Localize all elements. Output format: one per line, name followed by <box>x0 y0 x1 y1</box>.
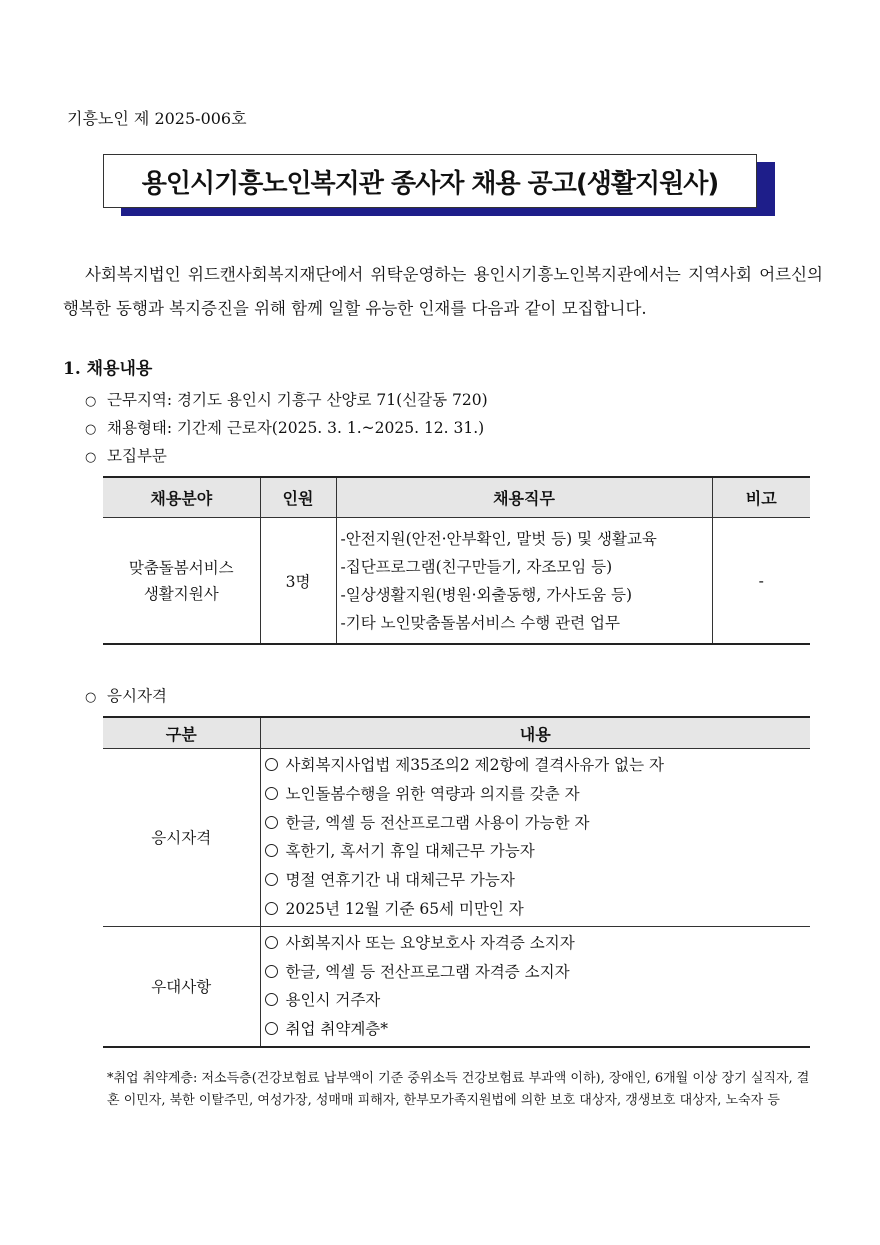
header-note: 비고 <box>712 477 810 518</box>
duty-item: -기타 노인맞춤돌봄서비스 수행 관련 업무 <box>340 613 620 632</box>
duty-item: -일상생활지원(병원·외출동행, 가사도움 등) <box>340 585 633 604</box>
intro-text: 사회복지법인 위드캔사회복지재단에서 위탁운영하는 용인시기흥노인복지관에서는 지역사회 어르신의 행복한 동행과 복지증진을 위해 함께 일할 유능한 인재를 다음과 같이 모집합니다. <box>63 265 823 318</box>
page-title: 용인시기흥노인복지관 종사자 채용 공고(생활지원사) <box>103 154 757 208</box>
circle-icon <box>265 936 278 949</box>
cell-qual-label: 응시자격 <box>103 749 260 927</box>
header-content: 내용 <box>260 717 810 749</box>
circle-icon <box>265 816 278 829</box>
qualification-table <box>103 716 810 1048</box>
list-item: 사회복지사업법 제35조의2 제2항에 결격사유가 없는 자 <box>265 751 811 780</box>
table-row <box>103 926 810 1047</box>
list-item: 용인시 거주자 <box>265 986 811 1015</box>
circle-icon <box>265 1022 278 1035</box>
table-header-row <box>103 717 810 749</box>
header-duty: 채용직무 <box>336 477 712 518</box>
cell-field: 맞춤돌봄서비스 생활지원사 <box>103 518 260 645</box>
cell-note: - <box>712 518 810 645</box>
circle-icon <box>265 758 278 771</box>
cell-pref-label: 우대사항 <box>103 926 260 1047</box>
title-banner <box>103 154 773 216</box>
header-category: 구분 <box>103 717 260 749</box>
table-row <box>103 518 810 645</box>
cell-duties <box>336 518 712 645</box>
bullet-qualification: ○ 응시자격 <box>85 687 167 705</box>
duty-item: -안전지원(안전·안부확인, 말벗 등) 및 생활교육 <box>340 529 657 548</box>
list-item: 2025년 12월 기준 65세 미만인 자 <box>265 895 811 924</box>
list-item: 혹한기, 혹서기 휴일 대체근무 가능자 <box>265 837 811 866</box>
circle-icon <box>265 844 278 857</box>
list-item: 사회복지사 또는 요양보호사 자격증 소지자 <box>265 929 811 958</box>
document-number: 기흥노인 제 2025-006호 <box>67 109 247 128</box>
table-row <box>103 749 810 927</box>
list-item: 한글, 엑셀 등 전산프로그램 자격증 소지자 <box>265 958 811 987</box>
circle-icon <box>265 873 278 886</box>
list-item: 명절 연휴기간 내 대체근무 가능자 <box>265 866 811 895</box>
list-item: 한글, 엑셀 등 전산프로그램 사용이 가능한 자 <box>265 809 811 838</box>
intro-paragraph <box>63 258 823 326</box>
circle-icon <box>265 965 278 978</box>
cell-pref-items <box>260 926 810 1047</box>
circle-icon <box>265 993 278 1006</box>
cell-qual-items <box>260 749 810 927</box>
circle-icon <box>265 902 278 915</box>
recruit-table <box>103 476 810 645</box>
section-heading: 1. 채용내용 <box>63 359 153 379</box>
bullet-circle-icon: ○ <box>85 450 97 465</box>
bullet-circle-icon: ○ <box>85 422 97 437</box>
circle-icon <box>265 787 278 800</box>
cell-count: 3명 <box>260 518 336 645</box>
bullet-circle-icon: ○ <box>85 690 97 705</box>
bullet-employment-type: ○ 채용형태: 기간제 근로자(2025. 3. 1.~2025. 12. 31.) <box>85 419 485 437</box>
bullet-circle-icon: ○ <box>85 394 97 409</box>
header-field: 채용분야 <box>103 477 260 518</box>
footnote: *취업 취약계층: 저소득층(건강보험료 납부액이 기준 중위소득 건강보험료 부과액 이하), 장애인, 6개월 이상 장기 실직자, 결혼 이민자, 북한 이탈주민, 여성가장, 성매매 피해자, 한부모가족지원법에 의한 보호 대상자, 갱생보호 대상자, 노숙자 등 <box>107 1071 810 1108</box>
table-header-row <box>103 477 810 518</box>
bullet-recruit-division: ○ 모집부문 <box>85 447 167 465</box>
list-item: 취업 취약계층* <box>265 1015 811 1044</box>
bullet-work-location: ○ 근무지역: 경기도 용인시 기흥구 산양로 71(신갈동 720) <box>85 391 488 409</box>
header-count: 인원 <box>260 477 336 518</box>
list-item: 노인돌봄수행을 위한 역량과 의지를 갖춘 자 <box>265 780 811 809</box>
duty-item: -집단프로그램(친구만들기, 자조모임 등) <box>340 557 613 576</box>
